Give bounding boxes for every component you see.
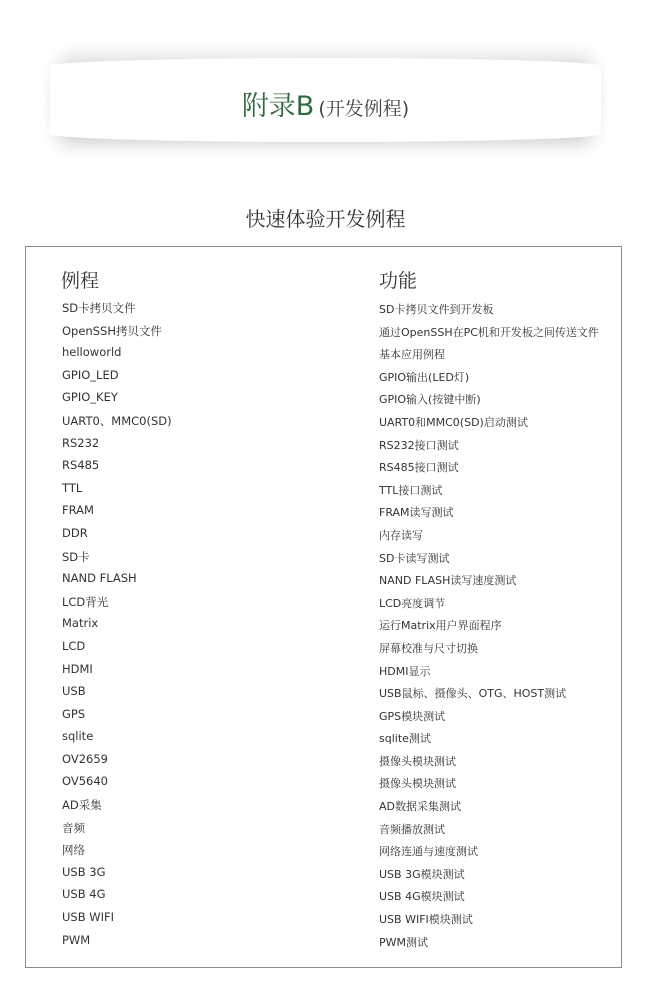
table-row (0, 748, 651, 771)
example-name: USB 3G (62, 864, 106, 879)
example-function: GPIO输入(按键中断) (379, 393, 481, 407)
table-row (0, 838, 651, 861)
page-title (0, 84, 651, 123)
table-row (0, 409, 651, 432)
table-row (0, 816, 651, 839)
example-name: UART0、MMC0(SD) (62, 413, 172, 428)
example-function: AD数据采集测试 (379, 800, 461, 814)
example-name: OV5640 (62, 774, 108, 789)
example-name: HDMI (62, 661, 93, 676)
example-function: TTL接口测试 (379, 483, 443, 497)
example-function: PWM测试 (379, 935, 429, 949)
example-name: helloworld (62, 345, 122, 360)
example-function: 摄像头模块测试 (379, 754, 456, 768)
table-row (0, 770, 651, 793)
example-name: USB WIFI (62, 910, 115, 925)
example-name: NAND FLASH (62, 571, 137, 586)
table-row (0, 658, 651, 681)
example-function: sqlite测试 (379, 732, 431, 746)
table-row (0, 680, 651, 703)
example-function: 网络连通与速度测试 (379, 845, 478, 859)
example-function: GPS模块测试 (379, 709, 446, 723)
example-function: SD卡拷贝文件到开发板 (379, 303, 494, 316)
example-function: GPIO输出(LED灯) (379, 370, 470, 384)
table-row (0, 545, 651, 568)
example-name: TTL (62, 480, 83, 495)
table-row (0, 725, 651, 748)
example-name: LCD (62, 638, 86, 653)
examples-table (0, 296, 651, 951)
table-row (0, 386, 651, 409)
example-name: SD卡拷贝文件 (62, 301, 136, 315)
table-row (0, 861, 651, 884)
example-function: RS485接口测试 (379, 461, 459, 475)
example-function: 通过OpenSSH在PC机和开发板之间传送文件 (379, 325, 599, 339)
example-function: LCD亮度调节 (379, 596, 446, 610)
example-name: DDR (62, 525, 88, 540)
table-row (0, 499, 651, 522)
table-row (0, 477, 651, 500)
table-row (0, 341, 651, 364)
table-row (0, 364, 651, 387)
example-function: 摄像头模块测试 (379, 777, 456, 791)
table-row (0, 793, 651, 816)
example-name: USB (62, 684, 86, 699)
example-function: HDMI显示 (379, 664, 431, 678)
table-row (0, 454, 651, 477)
example-name: sqlite (62, 729, 94, 744)
example-function: USB 4G模块测试 (379, 890, 465, 904)
example-name: OV2659 (62, 751, 108, 766)
example-function: NAND FLASH读写速度测试 (379, 574, 517, 588)
example-name: 网络 (62, 843, 85, 858)
example-function: UART0和MMC0(SD)启动测试 (379, 415, 528, 429)
example-name: SD卡 (62, 549, 90, 564)
example-function: RS232接口测试 (379, 438, 459, 452)
example-name: RS485 (62, 458, 100, 473)
section-title: 快速体验开发例程 (245, 207, 406, 231)
example-function: SD卡读写测试 (379, 551, 450, 565)
example-function: 内存读写 (379, 528, 423, 542)
example-name: PWM (62, 932, 91, 947)
appendix-title: 附录B (241, 91, 315, 122)
example-name: 音频 (62, 820, 85, 835)
table-row (0, 635, 651, 658)
table-row (0, 612, 651, 635)
example-function: USB WIFI模块测试 (379, 913, 473, 927)
example-name: GPIO_LED (62, 367, 119, 382)
table-row (0, 522, 651, 545)
example-name: Matrix (62, 616, 99, 631)
example-name: LCD背光 (62, 594, 109, 609)
example-name: GPS (62, 706, 86, 721)
column-header-function: 功能 (379, 270, 418, 292)
example-function: 屏幕校准与尺寸切换 (379, 641, 478, 655)
example-function: 基本应用例程 (379, 348, 445, 362)
table-row (0, 929, 651, 952)
table-row (0, 432, 651, 455)
column-header-example: 例程 (61, 270, 100, 292)
example-name: AD采集 (62, 798, 102, 813)
table-row (0, 703, 651, 726)
example-name: GPIO_KEY (62, 390, 118, 405)
example-name: OpenSSH拷贝文件 (62, 323, 162, 338)
example-function: USB鼠标、摄像头、OTG、HOST测试 (379, 687, 567, 701)
table-row (0, 296, 651, 319)
example-function: 音频播放测试 (379, 822, 445, 836)
table-row (0, 883, 651, 906)
example-function: USB 3G模块测试 (379, 867, 465, 881)
appendix-subtitle: (开发例程) (318, 98, 410, 120)
table-row (0, 590, 651, 613)
example-name: USB 4G (62, 887, 106, 902)
example-name: FRAM (62, 503, 94, 518)
example-function: FRAM读写测试 (379, 506, 454, 520)
table-row (0, 319, 651, 342)
table-row (0, 906, 651, 929)
example-name: RS232 (62, 435, 100, 450)
table-row (0, 567, 651, 590)
example-function: 运行Matrix用户界面程序 (379, 619, 502, 633)
